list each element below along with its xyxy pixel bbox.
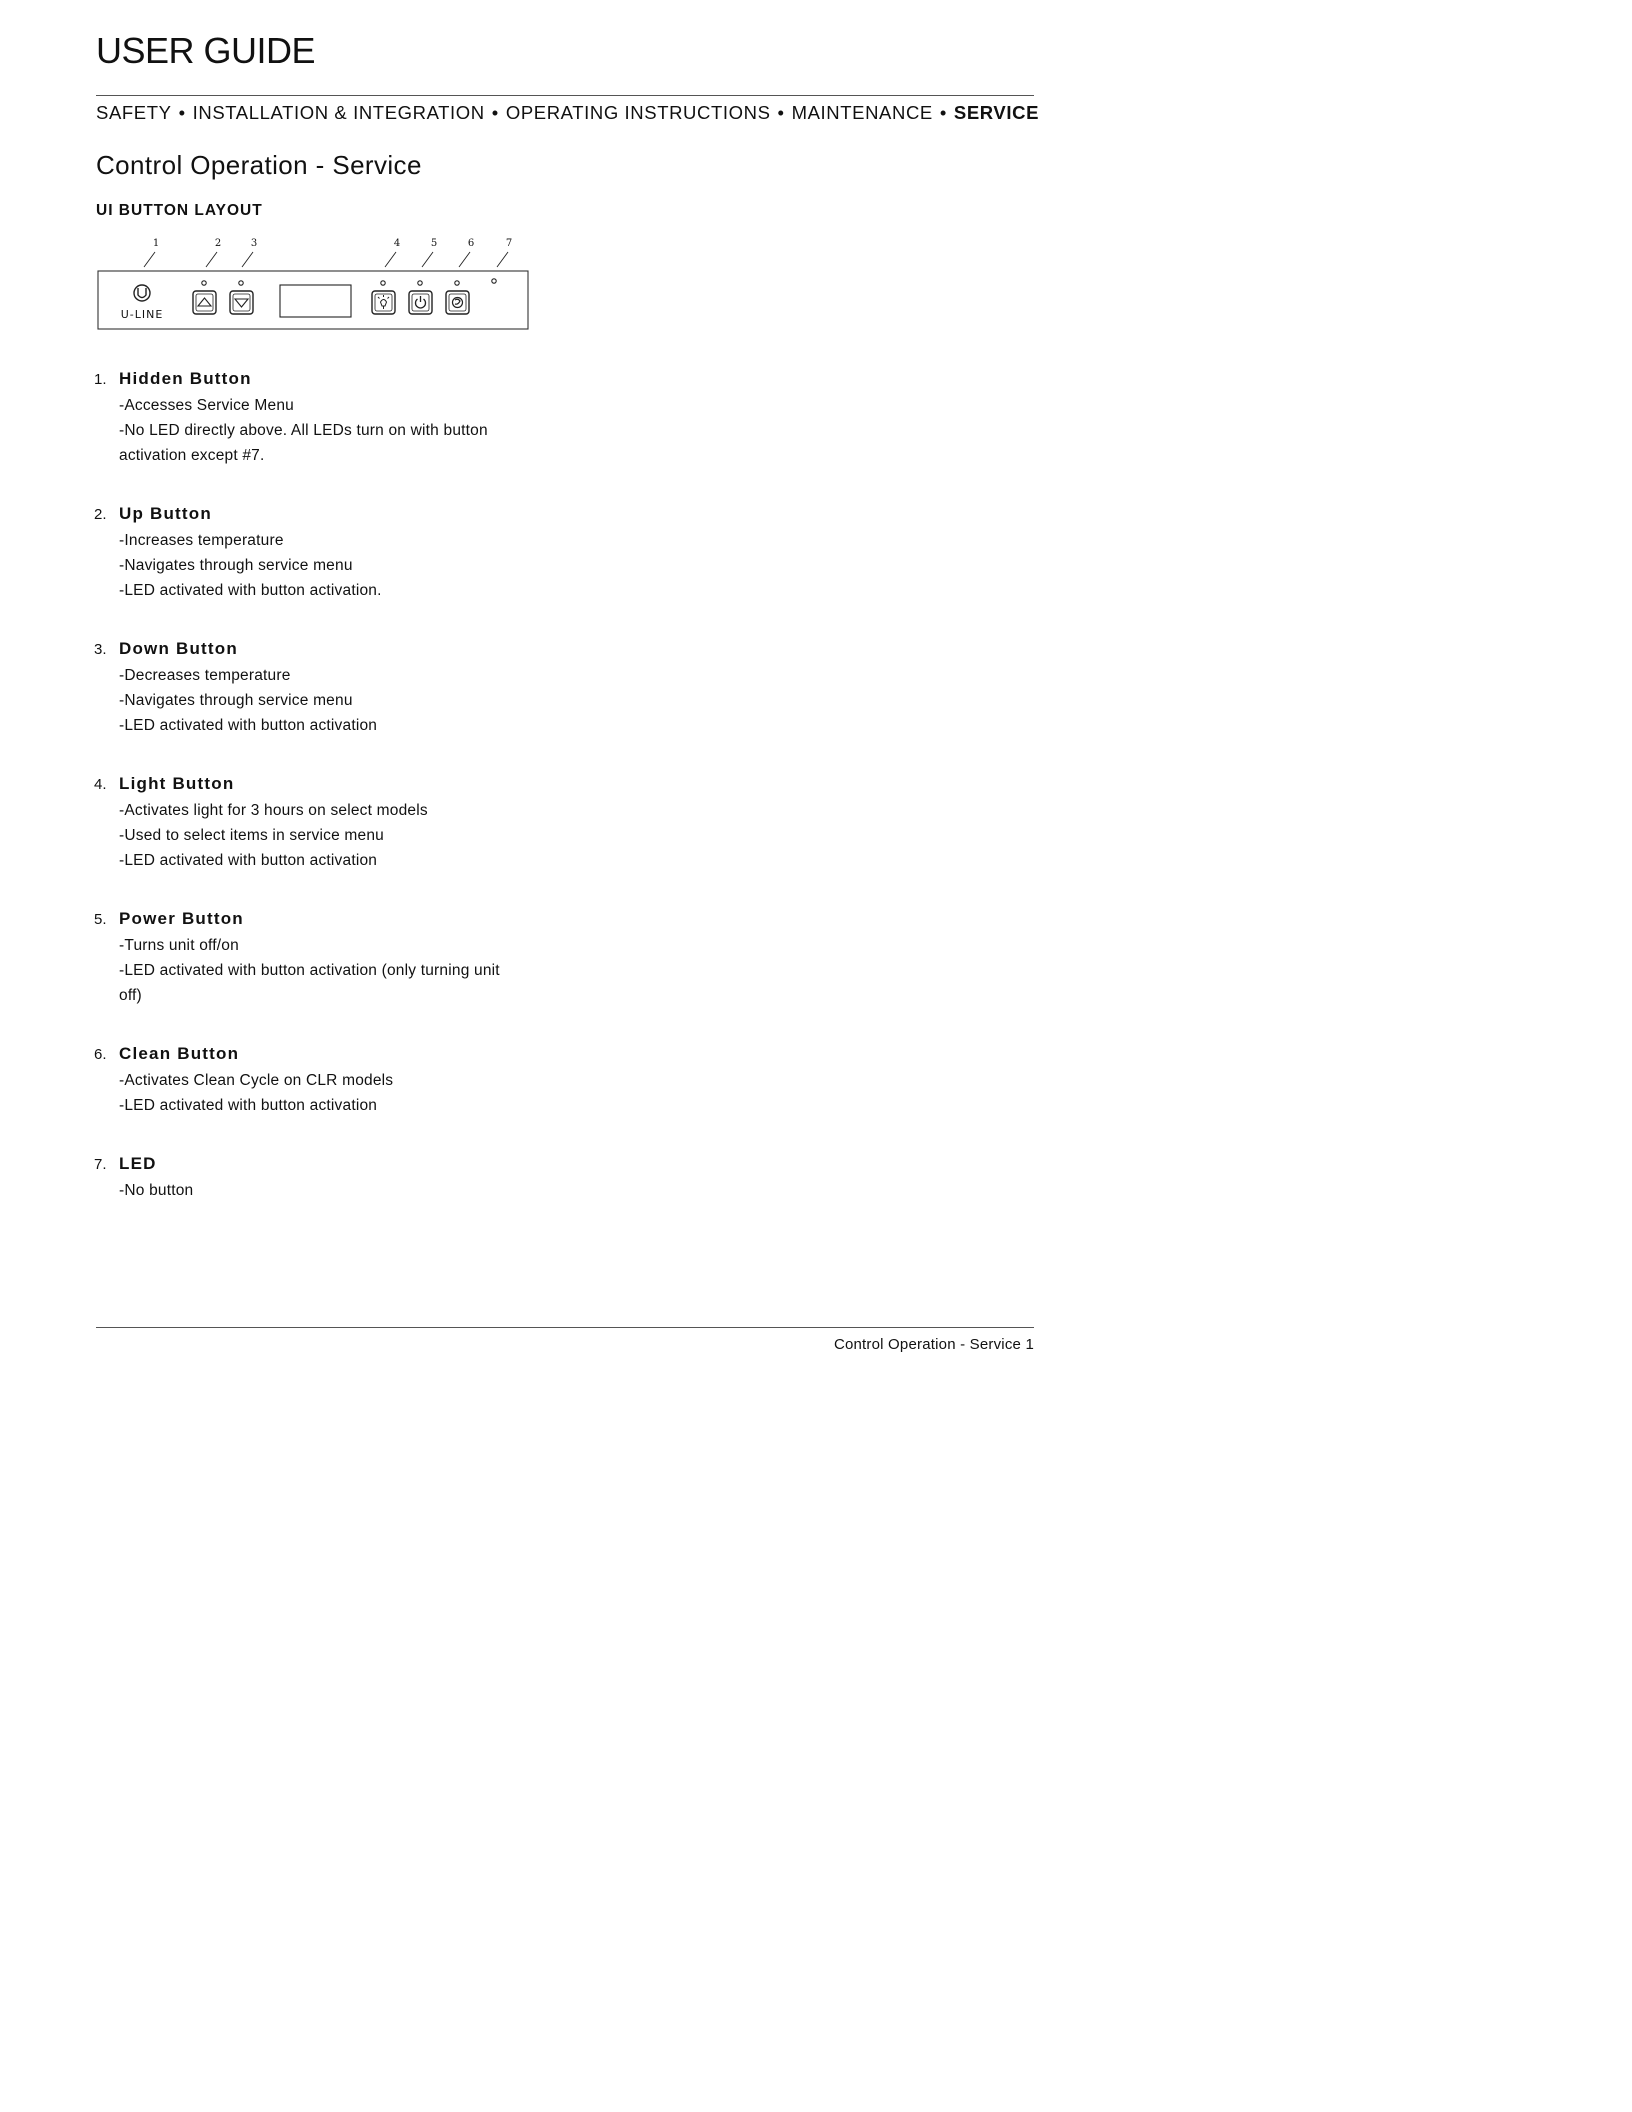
item-line: activation except #7. bbox=[119, 447, 265, 464]
item-line: -Navigates through service menu bbox=[119, 692, 353, 709]
nav-item-safety[interactable]: SAFETY bbox=[96, 102, 172, 123]
leader-line bbox=[206, 252, 217, 267]
page-title: USER GUIDE bbox=[96, 30, 316, 71]
item-line: -LED activated with button activation bbox=[119, 1097, 378, 1114]
nav-item-installation[interactable]: INSTALLATION & INTEGRATION bbox=[192, 102, 485, 123]
item-line: -No button bbox=[119, 1182, 194, 1199]
item-number: 7. bbox=[94, 1156, 107, 1173]
list-item bbox=[94, 771, 554, 873]
item-line: -Activates Clean Cycle on CLR models bbox=[119, 1072, 394, 1089]
nav-item-maintenance[interactable]: MAINTENANCE bbox=[791, 102, 933, 123]
item-line: -Used to select items in service menu bbox=[119, 827, 384, 844]
callout-3: 3 bbox=[250, 238, 258, 249]
nav-item-service[interactable]: SERVICE bbox=[953, 102, 1040, 123]
nav-separator: • bbox=[178, 102, 186, 123]
leader-line bbox=[144, 252, 155, 267]
item-number: 1. bbox=[94, 371, 107, 388]
light-button[interactable] bbox=[372, 291, 395, 314]
header-divider bbox=[96, 95, 1034, 96]
nav-separator: • bbox=[777, 102, 785, 123]
item-line: -Activates light for 3 hours on select models bbox=[119, 802, 428, 819]
item-title: Power Button bbox=[119, 909, 244, 928]
item-number: 2. bbox=[94, 506, 107, 523]
item-number: 4. bbox=[94, 776, 107, 793]
item-line: off) bbox=[119, 987, 142, 1004]
callout-6: 6 bbox=[467, 238, 475, 249]
item-number: 6. bbox=[94, 1046, 107, 1063]
item-line: -Accesses Service Menu bbox=[119, 397, 294, 414]
leader-line bbox=[497, 252, 508, 267]
item-line: -Increases temperature bbox=[119, 532, 284, 549]
item-title: Light Button bbox=[119, 774, 235, 793]
callout-7: 7 bbox=[505, 238, 513, 249]
power-button[interactable] bbox=[409, 291, 432, 314]
item-title: LED bbox=[119, 1154, 157, 1173]
callout-4: 4 bbox=[393, 238, 401, 249]
item-line: -Navigates through service menu bbox=[119, 557, 353, 574]
list-item bbox=[94, 501, 554, 603]
nav-item-operating[interactable]: OPERATING INSTRUCTIONS bbox=[505, 102, 771, 123]
leader-line bbox=[385, 252, 396, 267]
item-number: 5. bbox=[94, 911, 107, 928]
footer-divider bbox=[96, 1327, 1034, 1328]
list-item bbox=[94, 906, 554, 1008]
item-line: -LED activated with button activation bbox=[119, 717, 378, 734]
item-line: -Turns unit off/on bbox=[119, 937, 239, 954]
temperature-display bbox=[280, 285, 351, 317]
callout-2: 2 bbox=[214, 238, 222, 249]
u-line-logo-text: U-LINE bbox=[120, 308, 164, 321]
list-item bbox=[94, 1151, 554, 1203]
callout-1: 1 bbox=[152, 238, 160, 249]
list-item bbox=[94, 636, 554, 738]
page-footer: Control Operation - Service 1 bbox=[833, 1336, 1034, 1353]
down-button[interactable] bbox=[230, 291, 253, 314]
item-line: -No LED directly above. All LEDs turn on with button bbox=[119, 422, 488, 439]
leader-line bbox=[422, 252, 433, 267]
item-title: Down Button bbox=[119, 639, 238, 658]
ui-button-layout-diagram bbox=[96, 234, 536, 334]
item-line: -LED activated with button activation bbox=[119, 852, 378, 869]
item-title: Up Button bbox=[119, 504, 212, 523]
nav-separator: • bbox=[939, 102, 947, 123]
callout-5: 5 bbox=[430, 238, 438, 249]
list-item bbox=[94, 1041, 554, 1118]
button-descriptions bbox=[94, 366, 554, 1236]
list-item bbox=[94, 366, 554, 468]
item-line: -Decreases temperature bbox=[119, 667, 291, 684]
diagram-subhead: UI BUTTON LAYOUT bbox=[96, 202, 263, 219]
item-number: 3. bbox=[94, 641, 107, 658]
item-line: -LED activated with button activation. bbox=[119, 582, 382, 599]
item-line: -LED activated with button activation (only turning unit bbox=[119, 962, 500, 979]
section-title: Control Operation - Service bbox=[96, 150, 422, 180]
item-title: Clean Button bbox=[119, 1044, 240, 1063]
leader-line bbox=[242, 252, 253, 267]
up-button[interactable] bbox=[193, 291, 216, 314]
clean-button[interactable] bbox=[446, 291, 469, 314]
leader-line bbox=[459, 252, 470, 267]
item-title: Hidden Button bbox=[119, 369, 252, 388]
nav-separator: • bbox=[491, 102, 499, 123]
section-nav bbox=[96, 102, 1039, 124]
